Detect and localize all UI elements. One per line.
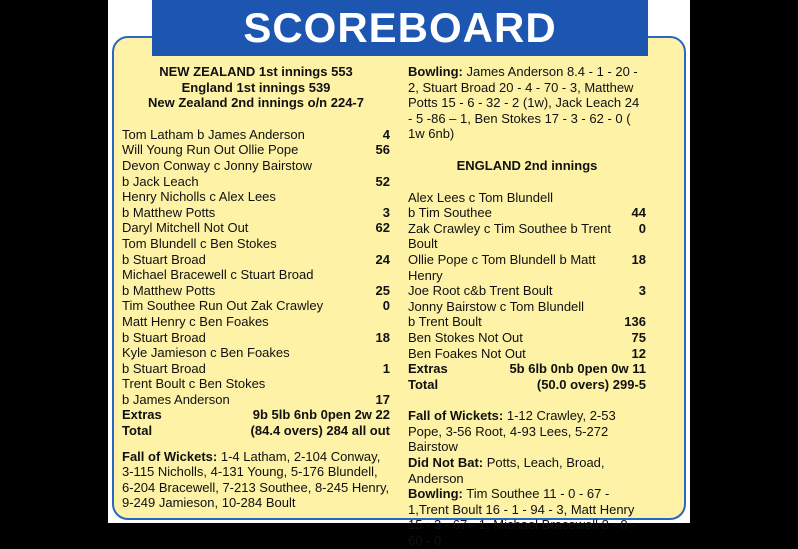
batsman-name: Ben Foakes Not Out (408, 345, 526, 361)
bowling-label: Bowling: (408, 486, 463, 502)
batsman-runs: 56 (375, 142, 390, 158)
did-not-bat (408, 455, 646, 486)
page-title: SCOREBOARD (243, 4, 557, 51)
batsman-name: Ollie Pope c Tom Blundell b Matt Henry (408, 251, 596, 283)
batsman-runs: 62 (375, 220, 390, 236)
total-row (408, 377, 646, 393)
batsman-row (408, 314, 646, 330)
batsman-row (408, 330, 646, 346)
batsman-runs: 75 (631, 329, 646, 345)
batsman-bowler: b Stuart Broad (122, 329, 206, 345)
extras-label: Extras (408, 361, 448, 377)
batsman-name: Ben Stokes Not Out (408, 329, 523, 345)
extras-label: Extras (122, 407, 162, 423)
batsman-runs: 0 (638, 220, 646, 236)
batsman-runs: 24 (375, 251, 390, 267)
batsman-row (122, 142, 390, 158)
batsman-bowler: b Stuart Broad (122, 360, 206, 376)
batsman-row (122, 392, 390, 408)
batsman-name: Daryl Mitchell Not Out (122, 220, 249, 236)
right-column (408, 64, 646, 549)
batsman-name: Joe Root c&b Trent Boult (408, 283, 553, 299)
batsman-row (122, 361, 390, 377)
batsman-runs: 3 (382, 204, 390, 220)
batsman-runs: 52 (375, 173, 390, 189)
total-row (122, 423, 390, 439)
batsman-bowler: b Matthew Potts (122, 282, 216, 298)
extras-value: 5b 6lb 0nb 0pen 0w 11 (509, 361, 646, 377)
batsman-runs: 25 (375, 282, 390, 298)
batsman-runs: 44 (631, 205, 646, 221)
batsman-row (122, 298, 390, 314)
batsman-name: Tom Latham b James Anderson (122, 126, 305, 142)
nz-2nd-bowling (408, 486, 646, 548)
fow-label: Fall of Wickets: (408, 408, 504, 424)
batsman-bowler: b Trent Boult (408, 314, 482, 330)
batsman-row (408, 205, 646, 221)
batsman-dismissal: Tom Blundell c Ben Stokes (122, 235, 277, 251)
batsman-row (408, 252, 646, 283)
batsman-row (408, 283, 646, 299)
dnb-label: Did Not Bat: (408, 455, 484, 471)
total-value: (50.0 overs) 299-5 (536, 376, 646, 392)
bowling-text: Tim Southee 11 - 0 - 67 - 1,Trent Boult 16 - 1 - 94 - 3, Matt Henry 15 - 3 - 67 - 1, Michael Bracewell 8 - 0 - 60 - 0 (408, 486, 636, 549)
header-line-2: England 1st innings 539 (181, 79, 331, 95)
extras-value: 9b 5lb 6nb 0pen 2w 22 (252, 407, 390, 423)
fow-text: 1-12 Crawley, 2-53 Pope, 3-56 Root, 4-93 Lees, 5-272 Bairstow (408, 408, 616, 455)
title-banner (152, 0, 648, 56)
batsman-dismissal: Jonny Bairstow c Tom Blundell (408, 298, 585, 314)
header-line-3: New Zealand 2nd innings o/n 224-7 (148, 95, 364, 111)
fow-text: 1-4 Latham, 2-104 Conway, 3-115 Nicholls, 4-131 Young, 5-176 Blundell, 6-204 Bracewell, 7-213 Southee, 8-245 Henry, 9-249 Jamieson, 10-284 Boult (122, 448, 390, 511)
bowling-text: James Anderson 8.4 - 1 - 20 - 2, Stuart Broad 20 - 4 - 70 - 3, Matthew Potts 15 - 6 - 32 - 2 (1w), Jack Leach 24 - 5 -86 – 1, Ben Stokes 17 - 3 - 62 - 0 ( 1w 6nb) (408, 64, 640, 142)
total-value: (84.4 overs) 284 all out (250, 423, 390, 439)
batsman-runs: 1 (382, 360, 390, 376)
extras-row (122, 407, 390, 423)
batsman-dismissal: Henry Nicholls c Alex Lees (122, 189, 276, 205)
dnb-text: Potts, Leach, Broad, Anderson (408, 455, 605, 486)
bowling-label: Bowling: (408, 64, 463, 79)
total-label: Total (408, 376, 439, 392)
fow-label: Fall of Wickets: (122, 448, 218, 464)
batsman-bowler: b Stuart Broad (122, 251, 206, 267)
batsman-runs: 18 (375, 329, 390, 345)
batsman-row (122, 283, 390, 299)
batsman-row (122, 252, 390, 268)
batsman-row (408, 221, 646, 252)
total-label: Total (122, 423, 153, 439)
batsman-name: Zak Crawley c Tim Southee b Trent Boult (408, 220, 612, 252)
batsman-runs: 0 (382, 298, 390, 314)
batsman-runs: 17 (375, 391, 390, 407)
batsman-runs: 136 (624, 314, 646, 330)
batsman-row (122, 330, 390, 346)
batsman-runs: 12 (631, 345, 646, 361)
batsman-row (122, 127, 390, 143)
batsman-bowler: b Tim Southee (408, 205, 492, 221)
nz-bowling (408, 64, 646, 142)
batsman-row (122, 174, 390, 190)
batsman-dismissal: Alex Lees c Tom Blundell (408, 189, 554, 205)
batsman-runs: 3 (638, 283, 646, 299)
left-column (122, 64, 390, 511)
batsman-bowler: b Matthew Potts (122, 204, 216, 220)
batsman-dismissal: Matt Henry c Ben Foakes (122, 313, 269, 329)
batsman-bowler: b Jack Leach (122, 173, 199, 189)
batsman-name: Tim Southee Run Out Zak Crawley (122, 298, 324, 314)
england-innings-heading: ENGLAND 2nd innings (456, 157, 598, 173)
batsman-row (408, 346, 646, 362)
extras-row (408, 361, 646, 377)
batsman-row (122, 205, 390, 221)
batsman-dismissal: Trent Boult c Ben Stokes (122, 376, 266, 392)
batsman-row (122, 220, 390, 236)
fall-of-wickets (408, 408, 646, 455)
batsman-dismissal: Kyle Jamieson c Ben Foakes (122, 345, 290, 361)
batsman-dismissal: Devon Conway c Jonny Bairstow (122, 157, 313, 173)
batsman-runs: 4 (382, 126, 390, 142)
batsman-runs: 18 (631, 251, 646, 267)
batsman-name: Will Young Run Out Ollie Pope (122, 142, 299, 158)
fall-of-wickets (122, 449, 390, 511)
batsman-dismissal: Michael Bracewell c Stuart Broad (122, 267, 314, 283)
header-line-1: NEW ZEALAND 1st innings 553 (159, 64, 353, 79)
batsman-bowler: b James Anderson (122, 391, 230, 407)
